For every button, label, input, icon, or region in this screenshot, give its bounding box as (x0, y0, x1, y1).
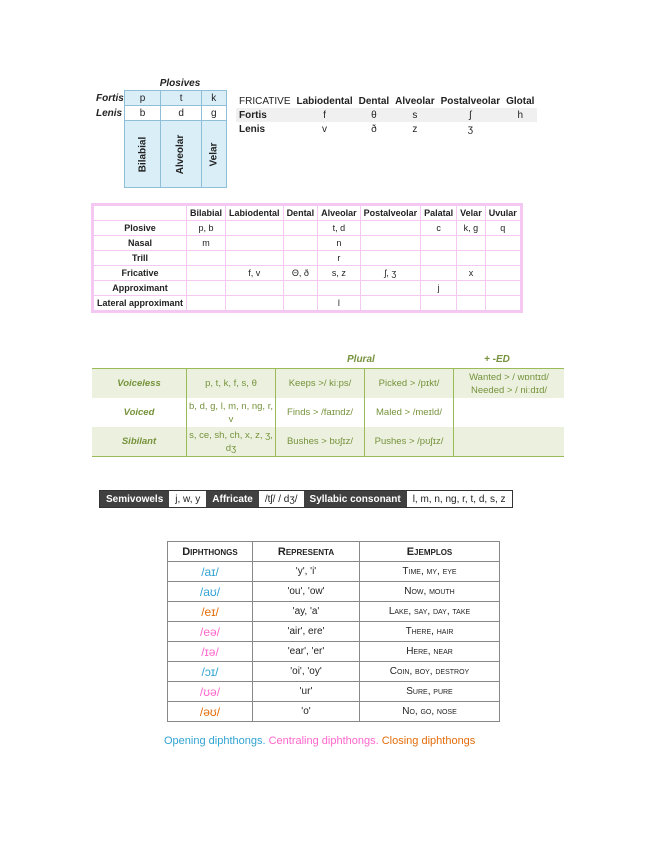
cell (226, 236, 284, 251)
cell (503, 122, 537, 136)
cell: n (318, 236, 361, 251)
syllabic-value: l, m, n, ng, r, t, d, s, z (407, 491, 512, 507)
table-row (168, 662, 500, 682)
cell: k, g (457, 221, 486, 236)
cell (421, 296, 457, 312)
table-row (168, 622, 500, 642)
fricative-table (236, 94, 537, 136)
cell: s, z (318, 266, 361, 281)
column-header: Dental (358, 95, 390, 107)
cell (283, 296, 318, 312)
legend-opening: Opening diphthongs. (164, 735, 266, 747)
column-header: Postalveolar (440, 95, 501, 107)
table-row (96, 91, 226, 106)
cell: q (485, 221, 521, 236)
ed-extra-cell (454, 398, 565, 427)
table-header (93, 205, 522, 221)
cell (187, 266, 226, 281)
cell (421, 236, 457, 251)
place-cell (161, 121, 201, 188)
cell: d (161, 106, 201, 121)
column-header: Diphthongs (168, 542, 253, 562)
table-row (92, 427, 564, 457)
cell: r (318, 251, 361, 266)
cell: v (322, 123, 328, 135)
cell (360, 296, 421, 312)
cell (485, 296, 521, 312)
diphthong-symbol: /eɪ/ (168, 602, 253, 622)
place-cell (124, 121, 161, 188)
legend-closing: Closing diphthongs (381, 735, 476, 747)
column-header: Uvular (485, 205, 521, 221)
consonant-chart (91, 203, 523, 313)
table-row (168, 602, 500, 622)
cell: t (161, 91, 201, 106)
examples: Time, my, eye (360, 562, 500, 582)
cell: j (421, 281, 457, 296)
cell (283, 236, 318, 251)
row-label: Trill (93, 251, 187, 266)
cell (283, 221, 318, 236)
row-label: Nasal (93, 236, 187, 251)
column-header: Alveolar (318, 205, 361, 221)
column-header: Labiodental (296, 95, 353, 107)
diphthongs-table (167, 541, 500, 722)
examples: Lake, say, day, take (360, 602, 500, 622)
diphthong-symbol: /aɪ/ (168, 562, 253, 582)
cell (360, 281, 421, 296)
sounds-cell: s, ce, sh, ch, x, z, ʒ, dʒ (187, 427, 276, 457)
table-row (168, 702, 500, 722)
affricate-value: /tʃ/ / dʒ/ (259, 491, 304, 507)
cell (226, 251, 284, 266)
column-header: Representa (253, 542, 360, 562)
cell (457, 251, 486, 266)
cell: s (392, 108, 437, 122)
cell (318, 281, 361, 296)
row-label: Fricative (93, 266, 187, 281)
cell (187, 281, 226, 296)
cell: p (124, 91, 161, 106)
representation: 'ou', 'ow' (253, 582, 360, 602)
column-header: Alveolar (395, 95, 435, 107)
place-label: Velar (208, 142, 220, 166)
table-row (168, 682, 500, 702)
table-row (92, 398, 564, 427)
plural-header: Plural (347, 354, 375, 365)
cell (421, 266, 457, 281)
column-header: Bilabial (187, 205, 226, 221)
table-row (168, 582, 500, 602)
column-header: Velar (457, 205, 486, 221)
diphthongs-legend (164, 735, 475, 747)
cell (457, 296, 486, 312)
row-label: Lateral approximant (93, 296, 187, 312)
column-header: Dental (283, 205, 318, 221)
cell: ð (371, 123, 377, 135)
row-label: Fortis (96, 92, 124, 104)
table-row (93, 236, 522, 251)
cell: z (412, 123, 418, 135)
table-row (96, 106, 226, 121)
column-header: Palatal (421, 205, 457, 221)
cell (360, 221, 421, 236)
table-row (236, 108, 537, 122)
representation: 'o' (253, 702, 360, 722)
diphthong-symbol: /eə/ (168, 622, 253, 642)
cell (485, 266, 521, 281)
representation: 'ay, 'a' (253, 602, 360, 622)
cell (485, 251, 521, 266)
place-label: Alveolar (175, 134, 187, 174)
cell (457, 236, 486, 251)
cell (421, 251, 457, 266)
row-label: Voiceless (92, 369, 187, 399)
cell: ʃ, ʒ (360, 266, 421, 281)
place-cell (201, 121, 226, 188)
cell (485, 281, 521, 296)
cell: h (503, 108, 537, 122)
ed-extra-cell: Wanted > / wɒntɪd/ Needed > / niːdɪd/ (454, 369, 565, 399)
cell (457, 281, 486, 296)
table-row (168, 562, 500, 582)
legend-centraling: Centraling diphthongs. (268, 735, 379, 747)
cell (187, 296, 226, 312)
cell: l (318, 296, 361, 312)
table-row (96, 121, 226, 188)
table-row (236, 122, 537, 136)
ed-header: + -ED (484, 354, 510, 365)
cell: f, v (226, 266, 284, 281)
table-row (93, 266, 522, 281)
row-label: Lenis (96, 107, 123, 119)
cell: t, d (318, 221, 361, 236)
ed-extra-cell (454, 427, 565, 457)
cell (360, 251, 421, 266)
sounds-cell: b, d, g, l, m, n, ng, r, v (187, 398, 276, 427)
cell (187, 251, 226, 266)
diphthong-symbol: /aʊ/ (168, 582, 253, 602)
plural-cell: Bushes > bʊʃɪz/ (276, 427, 365, 457)
representation: 'ear', 'er' (253, 642, 360, 662)
table-row (93, 296, 522, 312)
cell: k (201, 91, 226, 106)
sound-classes-bar (99, 490, 513, 508)
cell (485, 236, 521, 251)
cell: g (201, 106, 226, 121)
column-header (93, 205, 187, 221)
cell (226, 281, 284, 296)
sounds-cell: p, t, k, f, s, θ (187, 369, 276, 399)
cell (283, 281, 318, 296)
cell: x (457, 266, 486, 281)
table-header (236, 94, 537, 108)
diphthong-symbol: /ɔɪ/ (168, 662, 253, 682)
cell: c (421, 221, 457, 236)
semivowels-label: Semivowels (100, 491, 169, 507)
examples: Coin, boy, destroy (360, 662, 500, 682)
row-label: Approximant (93, 281, 187, 296)
column-header: Postalveolar (360, 205, 421, 221)
cell: ʒ (467, 123, 474, 135)
representation: 'oi', 'oy' (253, 662, 360, 682)
plosives-title: Plosives (159, 78, 201, 89)
table-row (93, 281, 522, 296)
column-header: Labiodental (226, 205, 284, 221)
plural-cell: Finds > /faɪndz/ (276, 398, 365, 427)
cell: b (124, 106, 161, 121)
representation: 'ur' (253, 682, 360, 702)
cell: ʃ (438, 108, 503, 122)
affricate-label: Affricate (206, 491, 259, 507)
table-row (168, 642, 500, 662)
table-row (92, 369, 564, 399)
table-header (168, 542, 500, 562)
cell (226, 296, 284, 312)
cell: p, b (187, 221, 226, 236)
examples: No, go, nose (360, 702, 500, 722)
cell: f (293, 108, 355, 122)
row-label: Lenis (239, 123, 266, 135)
ed-cell: Maled > /meɪld/ (365, 398, 454, 427)
cell: θ (356, 108, 393, 122)
diphthong-symbol: /ʊə/ (168, 682, 253, 702)
row-label: Fortis (236, 108, 293, 122)
examples: Now, mouth (360, 582, 500, 602)
place-label: Bilabial (137, 136, 149, 172)
cell: m (187, 236, 226, 251)
cell (360, 236, 421, 251)
row-label: Plosive (93, 221, 187, 236)
ed-cell: Pushes > /pʊʃɪz/ (365, 427, 454, 457)
row-label: Voiced (123, 407, 155, 418)
cell: Θ, ð (283, 266, 318, 281)
examples: Sure, pure (360, 682, 500, 702)
examples: There, hair (360, 622, 500, 642)
cell (283, 251, 318, 266)
examples: Here, near (360, 642, 500, 662)
semivowels-value: j, w, y (169, 491, 206, 507)
column-header: FRICATIVE (239, 95, 291, 107)
table-row (93, 221, 522, 236)
diphthong-symbol: /əʊ/ (168, 702, 253, 722)
representation: 'y', 'i' (253, 562, 360, 582)
plural-cell: Keeps >/ kiːps/ (276, 369, 365, 399)
syllabic-label: Syllabic consonant (304, 491, 407, 507)
column-header: Ejemplos (360, 542, 500, 562)
diphthong-symbol: /ɪə/ (168, 642, 253, 662)
column-header: Glotal (506, 95, 535, 107)
cell (226, 221, 284, 236)
row-label: Sibilant (92, 427, 187, 457)
table-row (93, 251, 522, 266)
ed-cell: Picked > /pɪkt/ (365, 369, 454, 399)
representation: 'air', ere' (253, 622, 360, 642)
